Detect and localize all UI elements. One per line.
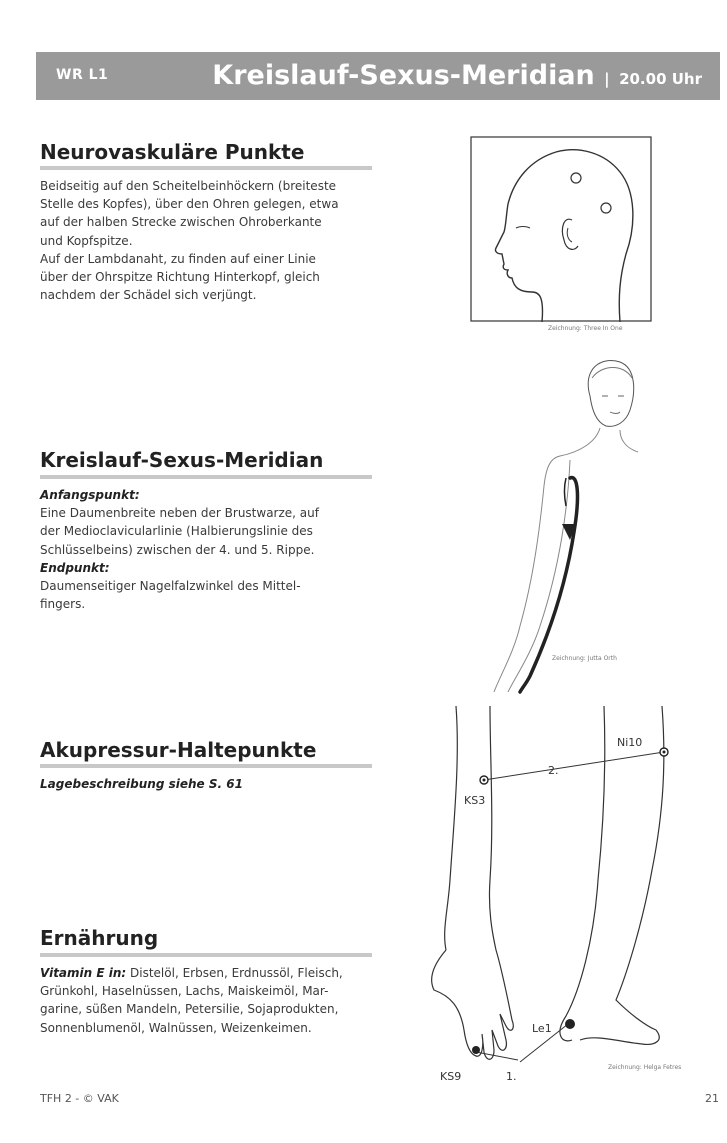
section-title-neurovascular: Neurovaskuläre Punkte <box>40 140 305 164</box>
label-ks9: KS9 <box>440 1070 462 1080</box>
text-line: Beidseitig auf den Scheitelbeinhöckern (breiteste <box>40 179 337 193</box>
section-rule <box>40 764 372 768</box>
text-line-content: Distelöl, Erbsen, Erdnussöl, Fleisch, <box>126 966 343 980</box>
chapter-code: WR L1 <box>56 67 109 83</box>
meridian-arrow-line <box>565 478 567 506</box>
page-title <box>212 60 702 91</box>
neurovascular-point-top <box>571 173 581 183</box>
figure-frame <box>471 137 651 321</box>
hair-line <box>592 368 632 379</box>
head-illustration <box>470 136 652 322</box>
point-ks9 <box>472 1046 480 1054</box>
section-title-acupressure: Akupressur-Haltepunkte <box>40 738 317 762</box>
legs-caption: Zeichnung: Helga Fetres <box>608 1064 682 1071</box>
vitamin-label: Vitamin E in: <box>40 966 127 980</box>
title-separator: | <box>604 70 610 88</box>
arm-outline-outer <box>494 428 600 692</box>
label-ni10: Ni10 <box>617 736 643 749</box>
leg-outer <box>560 706 605 1041</box>
label-le1: Le1 <box>532 1022 552 1035</box>
text-line: fingers. <box>40 597 86 612</box>
text-line: garine, süßen Mandeln, Petersilie, Sojaprodukten, <box>40 1002 339 1017</box>
page-title-text: Kreislauf-Sexus-Meridian <box>212 60 595 91</box>
connector-line-2 <box>484 752 664 780</box>
point-ni10-center <box>663 751 666 754</box>
page-number: 21 <box>705 1092 719 1105</box>
text-line: der Medioclavicularlinie (Halbierungslinie des <box>40 524 313 539</box>
text-line: Stelle des Kopfes), über den Ohren gelegen, etwa <box>40 197 339 212</box>
start-point-label: Anfangspunkt: <box>40 488 140 502</box>
arm-caption: Zeichnung: Jutta Orth <box>552 655 617 662</box>
text-line: Auf der Lambdanaht, zu finden auf einer Linie <box>40 251 316 266</box>
text-line: Grünkohl, Haselnüssen, Lachs, Maiskeimöl, Mar- <box>40 984 329 999</box>
section-rule <box>40 166 372 170</box>
text-line: Schlüsselbeins) zwischen der 4. und 5. Rippe. <box>40 542 315 557</box>
neurovascular-point-back <box>601 203 611 213</box>
acupressure-illustration <box>420 700 720 1080</box>
leg-inner-foot <box>580 706 664 1044</box>
text-line: über der Ohrspitze Richtung Hinterkopf, gleich <box>40 270 320 285</box>
connector-line-1-left <box>476 1052 518 1060</box>
section-rule <box>40 475 372 479</box>
arm-outline-inner <box>508 430 638 692</box>
neurovascular-text <box>40 177 374 304</box>
forearm-inner <box>489 706 496 950</box>
section-title-nutrition: Ernährung <box>40 926 159 950</box>
text-line: auf der halben Strecke zwischen Ohroberkante <box>40 215 322 230</box>
hand-outline <box>432 950 514 1059</box>
head-caption: Zeichnung: Three In One <box>548 325 623 332</box>
text-line <box>40 964 374 982</box>
header-bar <box>36 52 720 100</box>
face-features <box>602 396 624 414</box>
text-line: Eine Daumenbreite neben der Brustwarze, auf <box>40 506 319 521</box>
text-line: Sonnenblumenöl, Walnüssen, Weizenkeimen. <box>40 1020 312 1035</box>
section-title-meridian: Kreislauf-Sexus-Meridian <box>40 448 324 472</box>
section-rule <box>40 953 372 957</box>
acupressure-reference: Lagebeschreibung siehe S. 61 <box>40 777 243 791</box>
point-le1 <box>565 1019 575 1029</box>
text-line: und Kopfspitze. <box>40 233 133 248</box>
arm-meridian-illustration <box>470 356 650 696</box>
text-line: Daumenseitiger Nagelfalzwinkel des Mittel- <box>40 579 301 594</box>
forearm-outer <box>445 706 458 950</box>
face-outline <box>588 360 634 426</box>
text-line: nachdem der Schädel sich verjüngt. <box>40 288 257 303</box>
label-step1: 1. <box>506 1070 517 1080</box>
label-step2: 2. <box>548 764 559 777</box>
point-ks3-center <box>483 779 486 782</box>
footer-publisher: TFH 2 - © VAK <box>40 1092 119 1105</box>
nutrition-text <box>40 964 374 1037</box>
label-ks3: KS3 <box>464 794 486 807</box>
meridian-time: 20.00 Uhr <box>619 70 702 88</box>
meridian-text <box>40 486 374 613</box>
end-point-label: Endpunkt: <box>40 560 110 575</box>
